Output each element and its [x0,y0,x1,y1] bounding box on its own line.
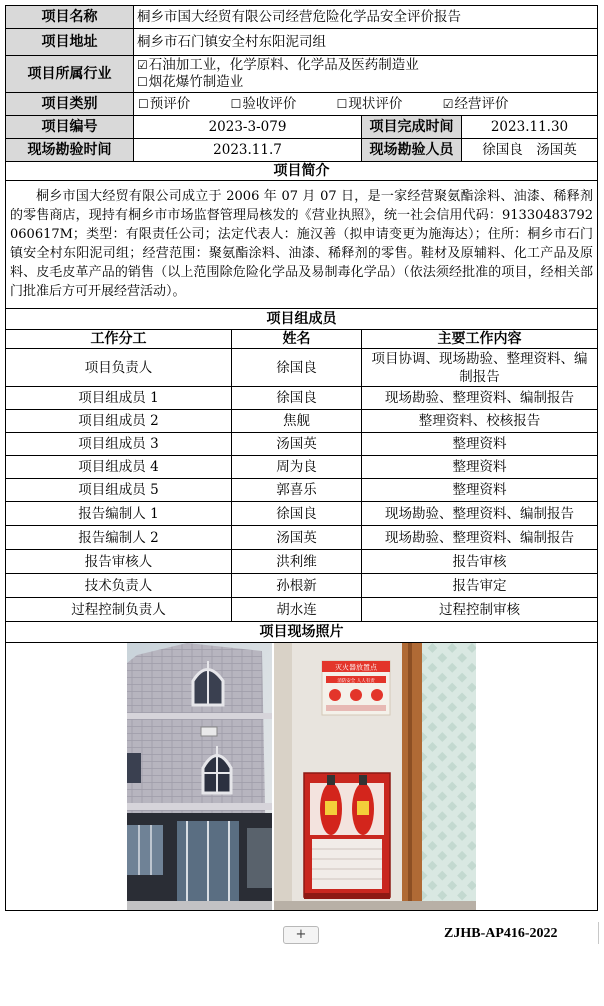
team-work: 报告审核 [362,550,598,574]
team-role: 项目组成员 5 [6,479,232,502]
team-work: 整理资料、校核报告 [362,410,598,433]
unchecked-box-icon: ☐ [138,97,149,111]
complete-time-label: 项目完成时间 [362,116,462,139]
team-work: 项目协调、现场勘验、整理资料、编制报告 [362,349,598,387]
team-member-name: 汤国英 [232,433,362,456]
industry-option-petrochem [137,57,594,74]
team-role: 报告编制人 2 [6,526,232,550]
team-work: 现场勘验、整理资料、编制报告 [362,502,598,526]
team-member-name: 洪利维 [232,550,362,574]
category-option-pre: ☐预评价 [138,96,191,112]
survey-person-value: 徐国良 汤国英 [462,139,598,162]
unchecked-box-icon: ☐ [230,97,242,111]
checked-box-icon: ☑ [442,97,454,111]
sign-note: 消防安全 人人有责 [337,678,375,684]
team-column-name: 姓名 [232,330,362,349]
category-option-operation: ☑经营评价 [442,96,509,112]
team-member-name: 焦舰 [232,410,362,433]
table-row [6,598,598,622]
project-address-label: 项目地址 [6,29,134,56]
survey-person-label: 现场勘验人员 [362,139,462,162]
team-column-work: 主要工作内容 [362,330,598,349]
team-member-name: 徐国良 [232,387,362,410]
team-role: 项目组成员 1 [6,387,232,410]
sign-title: 灭火器放置点 [335,663,377,672]
site-photos [6,643,598,911]
team-role: 项目组成员 4 [6,456,232,479]
team-work: 过程控制审核 [362,598,598,622]
team-member-name: 郭喜乐 [232,479,362,502]
survey-time-label: 现场勘验时间 [6,139,134,162]
team-role: 项目组成员 3 [6,433,232,456]
industry-option-label: 烟花爆竹制造业 [148,74,244,90]
team-work: 整理资料 [362,456,598,479]
extinguisher-photo [274,643,476,910]
team-role: 报告审核人 [6,550,232,574]
scrollbar-edge [598,922,603,944]
team-member-name: 孙根新 [232,574,362,598]
report-form-table [5,5,598,911]
table-row [6,550,598,574]
team-work: 整理资料 [362,479,598,502]
team-role: 项目负责人 [6,349,232,387]
unchecked-box-icon: ☐ [336,97,348,111]
team-work: 报告审定 [362,574,598,598]
industry-option-label: 石油加工业，化学原料、化学品及医药制造业 [148,57,419,73]
team-column-role: 工作分工 [6,330,232,349]
team-work: 整理资料 [362,433,598,456]
team-member-name: 汤国英 [232,526,362,550]
project-no-value: 2023-3-079 [134,116,362,139]
table-row [6,349,598,387]
industry-options [134,56,598,93]
project-no-label: 项目编号 [6,116,134,139]
team-member-name: 徐国良 [232,349,362,387]
category-options [134,93,598,116]
category-option-acceptance: ☐验收评价 [230,96,297,112]
document-code: ZJHB-AP416-2022 [444,926,558,941]
table-row [6,387,598,410]
add-button[interactable]: + [283,926,319,944]
project-name-label: 项目名称 [6,6,134,29]
table-row [6,574,598,598]
team-work: 现场勘验、整理资料、编制报告 [362,526,598,550]
team-heading: 项目组成员 [6,309,598,330]
table-row [6,502,598,526]
building-photo [127,643,272,910]
fire-extinguisher-image [274,643,476,910]
team-role: 过程控制负责人 [6,598,232,622]
complete-time-value: 2023.11.30 [462,116,598,139]
table-row [6,526,598,550]
industry-label: 项目所属行业 [6,56,134,93]
team-member-name: 周为良 [232,456,362,479]
table-row [6,479,598,502]
team-role: 报告编制人 1 [6,502,232,526]
team-role: 技术负责人 [6,574,232,598]
table-row [6,456,598,479]
team-work: 现场勘验、整理资料、编制报告 [362,387,598,410]
building-facade-image [127,643,272,910]
intro-heading: 项目简介 [6,162,598,181]
team-member-name: 徐国良 [232,502,362,526]
photos-heading: 项目现场照片 [6,622,598,643]
table-row [6,433,598,456]
unchecked-box-icon: ☐ [137,75,148,89]
survey-time-value: 2023.11.7 [134,139,362,162]
intro-text: 桐乡市国大经贸有限公司成立于 2006 年 07 月 07 日，是一家经营聚氨酯涂料、油漆、稀释剂的零售商店，现持有桐乡市市场监督管理局核发的《营业执照》，统一社会信用代码：91330483792060617M；类型：有限责任公司；法定代表人：施汉善（拟申请变更为施海达）；住所：桐乡市石门镇安全村东阳泥司组；经营范围：聚氨酯涂料、油漆、稀释剂的零售。鞋材及原辅料、化工产品及原料、皮毛皮革产品的销售（以上范围除危险化学品及易制毒化学品）（依法须经批准的项目，经相关部门批准后方可开展经营活动）。 [6,181,598,309]
category-label: 项目类别 [6,93,134,116]
team-role: 项目组成员 2 [6,410,232,433]
industry-option-fireworks [137,74,594,91]
category-option-status: ☐现状评价 [336,96,403,112]
table-row [6,410,598,433]
team-member-name: 胡水连 [232,598,362,622]
checked-box-icon: ☑ [137,58,148,72]
project-name-value: 桐乡市国大经贸有限公司经营危险化学品安全评价报告 [134,6,598,29]
project-address-value: 桐乡市石门镇安全村东阳泥司组 [134,29,598,56]
